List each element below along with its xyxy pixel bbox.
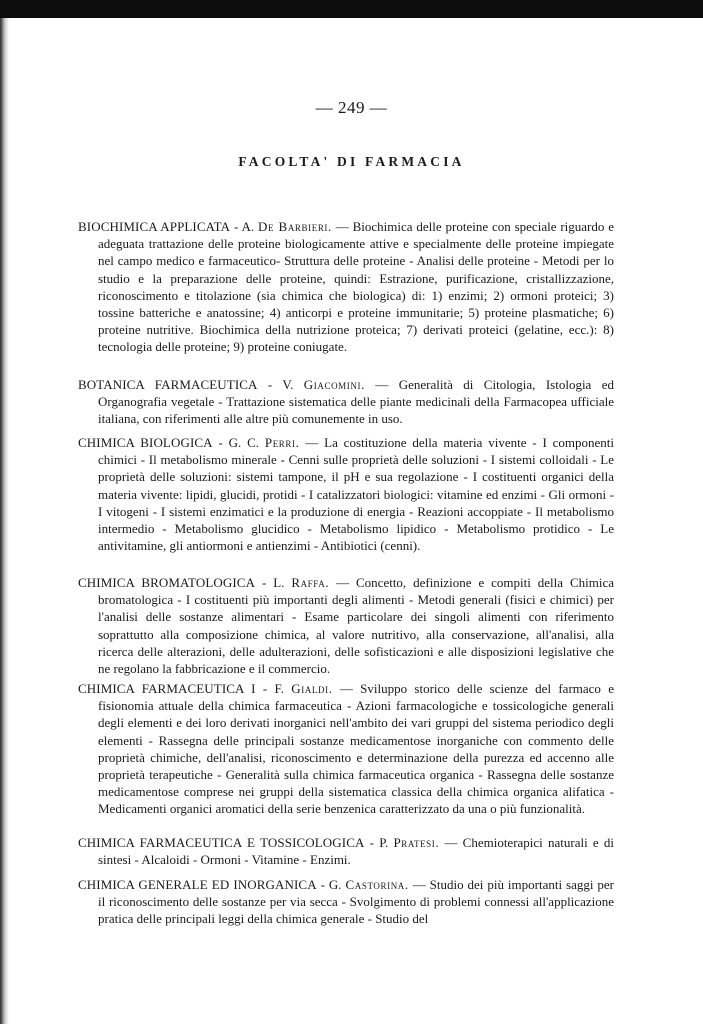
professor-initials: - L. bbox=[255, 575, 292, 590]
course-name: CHIMICA BROMATOLOGICA bbox=[78, 575, 256, 590]
professor-name: Perri. bbox=[264, 435, 300, 450]
professor-name: Gialdi. bbox=[291, 681, 333, 696]
course-name: CHIMICA BIOLOGICA bbox=[78, 435, 213, 450]
professor-initials: - A. bbox=[230, 219, 259, 234]
course-name: CHIMICA GENERALE ED INORGANICA bbox=[78, 877, 317, 892]
professor-initials: - F. bbox=[255, 681, 292, 696]
course-entry-chimica-farmaceutica-tossicologica bbox=[78, 834, 614, 868]
course-description: — La costituzione della materia vivente - I componenti chimici - Il metabolismo minerale - Cenni sulle proprietà delle soluzioni - I sistemi colloidali - Le proprietà delle soluzioni: sistemi tampone, il pH e sua regolazione - I costituenti organici della materia vivente: lipidi, glucidi, protidi - I catalizzatori biologici: vitamine ed enzimi - Gli ormoni - I vitogeni - I sistemi enzimatici e la produzione di energia - Reazioni accoppiate - Il metabolismo intermedio - Metabolismo glucidico - Metabolismo lipidico - Metabolismo protidico - Le antivitamine, gli antiormoni e antienzimi - Antibiotici (cenni). bbox=[98, 435, 615, 554]
faculty-title: FACOLTA' DI FARMACIA bbox=[238, 154, 465, 169]
professor-initials: - G. C. bbox=[212, 435, 265, 450]
course-description: — Generalità di Citologia, Istologia ed Organografia vegetale - Trattazione sistematica delle piante medicinali della Farmacopea ufficiale italiana, con riferimenti alle altre più comunemente in uso. bbox=[98, 377, 615, 427]
course-description: — Biochimica delle proteine con speciale riguardo e adeguata trattazione delle proteine biologicamente attive e specialmente delle proteine impiegate nel campo medico e farmaceutico- Struttura delle proteine - Analisi delle proteine - Metodi per lo studio e la preparazione delle proteine, quindi: Estrazione, purificazione, cristallizzazione, riconoscimento e titolazione (sia chimica che biologica) di: 1) enzimi; 2) ormoni proteici; 3) tossine batteriche e anatossine; 4) anticorpi e proteine immunitarie; 5) proteine plasmatiche; 6) proteine nutritive. Biochimica della nutrizione proteica; 7) derivati proteici (gelatine, ecc.): 8) tecnologia delle proteine; 9) proteine coniugate. bbox=[98, 219, 614, 355]
course-description: — Sviluppo storico delle scienze del farmaco e fisionomia attuale della chimica farmaceutica - Azioni farmacologiche e tossicologiche generali degli elementi e dei loro derivati inorganici nell'ambito dei vari gruppi del sistema periodico degli elementi - Rassegna delle principali sostanze medicamentose inorganiche con commento delle proprietà chimiche, dell'analisi, riconoscimento e determinazione della purezza ed accenno alle proprietà terapeutiche - Generalità sulla chimica farmaceutica organica - Rassegna delle sostanze medicamentose comprese nei gruppi della sistematica classica della chimica organica alifatica - Medicamenti organici aromatici della serie benzenica caratterizzato da una o più funzionalità. bbox=[98, 681, 614, 817]
professor-name: Raffa. bbox=[291, 575, 330, 590]
course-description: — Chemioterapici naturali e di sintesi - Alcaloidi - Ormoni - Vitamine - Enzimi. bbox=[98, 835, 614, 868]
course-name: BIOCHIMICA APPLICATA bbox=[78, 219, 231, 234]
course-name: CHIMICA FARMACEUTICA I bbox=[78, 681, 256, 696]
course-entry-chimica-biologica bbox=[78, 434, 614, 554]
course-entry-botanica-farmaceutica bbox=[78, 376, 614, 428]
professor-initials: - P. bbox=[364, 835, 394, 850]
professor-initials: - G. bbox=[316, 877, 346, 892]
scan-top-border bbox=[0, 0, 703, 18]
course-entry-chimica-generale-inorganica bbox=[78, 876, 614, 928]
course-entry-chimica-bromatologica bbox=[78, 574, 614, 677]
course-name: BOTANICA FARMACEUTICA bbox=[78, 377, 258, 392]
professor-initials: - V. bbox=[257, 377, 304, 392]
professor-name: Castorina. bbox=[345, 877, 409, 892]
course-description: — Studio dei più importanti saggi per il riconoscimento delle sostanze per via secca - Svolgimento di problemi connessi all'applicazione pratica delle principali leggi della chimica generale - Studio del bbox=[98, 877, 614, 927]
professor-name: De Barbieri. bbox=[258, 219, 332, 234]
page-number: — 249 — bbox=[315, 98, 388, 117]
professor-name: Giacomini. bbox=[303, 377, 365, 392]
course-description: — Concetto, definizione e compiti della Chimica bromatologica - I costituenti più importanti degli alimenti - Metodi generali (fisici e chimici) per l'analisi delle sostanze alimentari - Esame particolare dei singoli alimenti con riferimento soprattutto alla composizione chimica, al valore nutritivo, alla conservazione, all'analisi, alla ricerca delle alterazioni, delle adulterazioni, delle sofisticazioni e alle disposizioni legislative che ne regolano la fabbricazione e il commercio. bbox=[98, 575, 614, 677]
professor-name: Pratesi. bbox=[393, 835, 440, 850]
course-name: CHIMICA FARMACEUTICA E TOSSICOLOGICA bbox=[78, 835, 365, 850]
course-entry-chimica-farmaceutica-i bbox=[78, 680, 614, 818]
course-entry-biochimica-applicata bbox=[78, 218, 614, 356]
